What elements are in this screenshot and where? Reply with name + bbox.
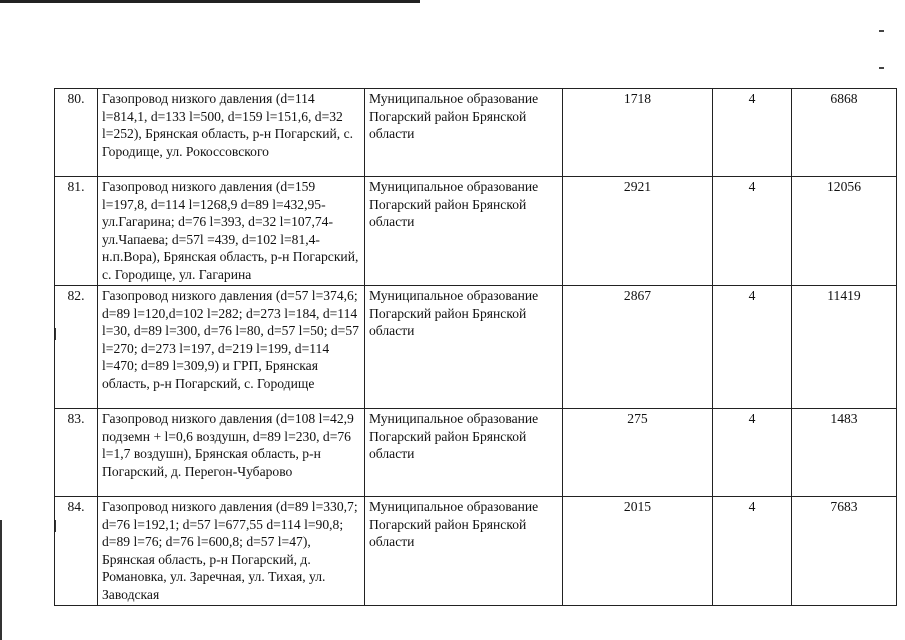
count-value: 4 [713,89,792,177]
amount-value: 1483 [792,409,897,497]
owner-name: Муниципальное образование Погарский район Брянской области [365,177,563,286]
table-row [55,497,897,606]
count-value: 4 [713,177,792,286]
table-row [55,286,897,409]
table-row [55,89,897,177]
owner-name: Муниципальное образование Погарский район Брянской области [365,89,563,177]
scan-edge-left [0,520,2,640]
object-description: Газопровод низкого давления (d=57 l=374,6; d=89 l=120,d=102 l=282; d=273 l=184, d=114 l=30, d=89 l=300, d=76 l=80, d=57 l=50; d=57 l=270; d=273 l=197, d=219 l=199, d=114 l=470; d=89 l=309,9) и ГРП, Брянская область, р-н Погарский, с. Городище [98,286,365,409]
owner-name: Муниципальное образование Погарский район Брянской области [365,409,563,497]
row-number: 82. [55,286,98,409]
length-value: 1718 [563,89,713,177]
scan-speck [879,67,884,69]
amount-value: 12056 [792,177,897,286]
row-number: 81. [55,177,98,286]
table-row [55,409,897,497]
length-value: 2921 [563,177,713,286]
length-value: 2015 [563,497,713,606]
amount-value: 7683 [792,497,897,606]
amount-value: 11419 [792,286,897,409]
count-value: 4 [713,409,792,497]
object-description: Газопровод низкого давления (d=108 l=42,9 подземн + l=0,6 воздушн, d=89 l=230, d=76 l=1,7 воздушн), Брянская область, р-н Погарский, д. Перегон-Чубарово [98,409,365,497]
object-description: Газопровод низкого давления (d=159 l=197,8, d=114 l=1268,9 d=89 l=432,95-ул.Гагарина; d=76 l=393, d=32 l=107,74-ул.Чапаева; d=57l =439, d=102 l=81,4-н.п.Вора), Брянская область, р-н Погарский, с. Городище, ул. Гагарина [98,177,365,286]
scan-edge-top [0,0,420,3]
length-value: 2867 [563,286,713,409]
row-number: 83. [55,409,98,497]
count-value: 4 [713,497,792,606]
owner-name: Муниципальное образование Погарский район Брянской области [365,497,563,606]
object-description: Газопровод низкого давления (d=89 l=330,7; d=76 l=192,1; d=57 l=677,55 d=114 l=90,8; d=89 l=76; d=76 l=600,8; d=57 l=47), Брянская область, р-н Погарский, д. Романовка, ул. Заречная, ул. Тихая, ул. Заводская [98,497,365,606]
owner-name: Муниципальное образование Погарский район Брянской области [365,286,563,409]
scan-speck [879,30,884,32]
amount-value: 6868 [792,89,897,177]
length-value: 275 [563,409,713,497]
row-number: 80. [55,89,98,177]
object-description: Газопровод низкого давления (d=114 l=814,1, d=133 l=500, d=159 l=151,6, d=32 l=252), Брянская область, р-н Погарский, с. Городище, ул. Рокоссовского [98,89,365,177]
gas-pipeline-registry-table [54,88,897,606]
row-number: 84. [55,497,98,606]
table-row [55,177,897,286]
count-value: 4 [713,286,792,409]
